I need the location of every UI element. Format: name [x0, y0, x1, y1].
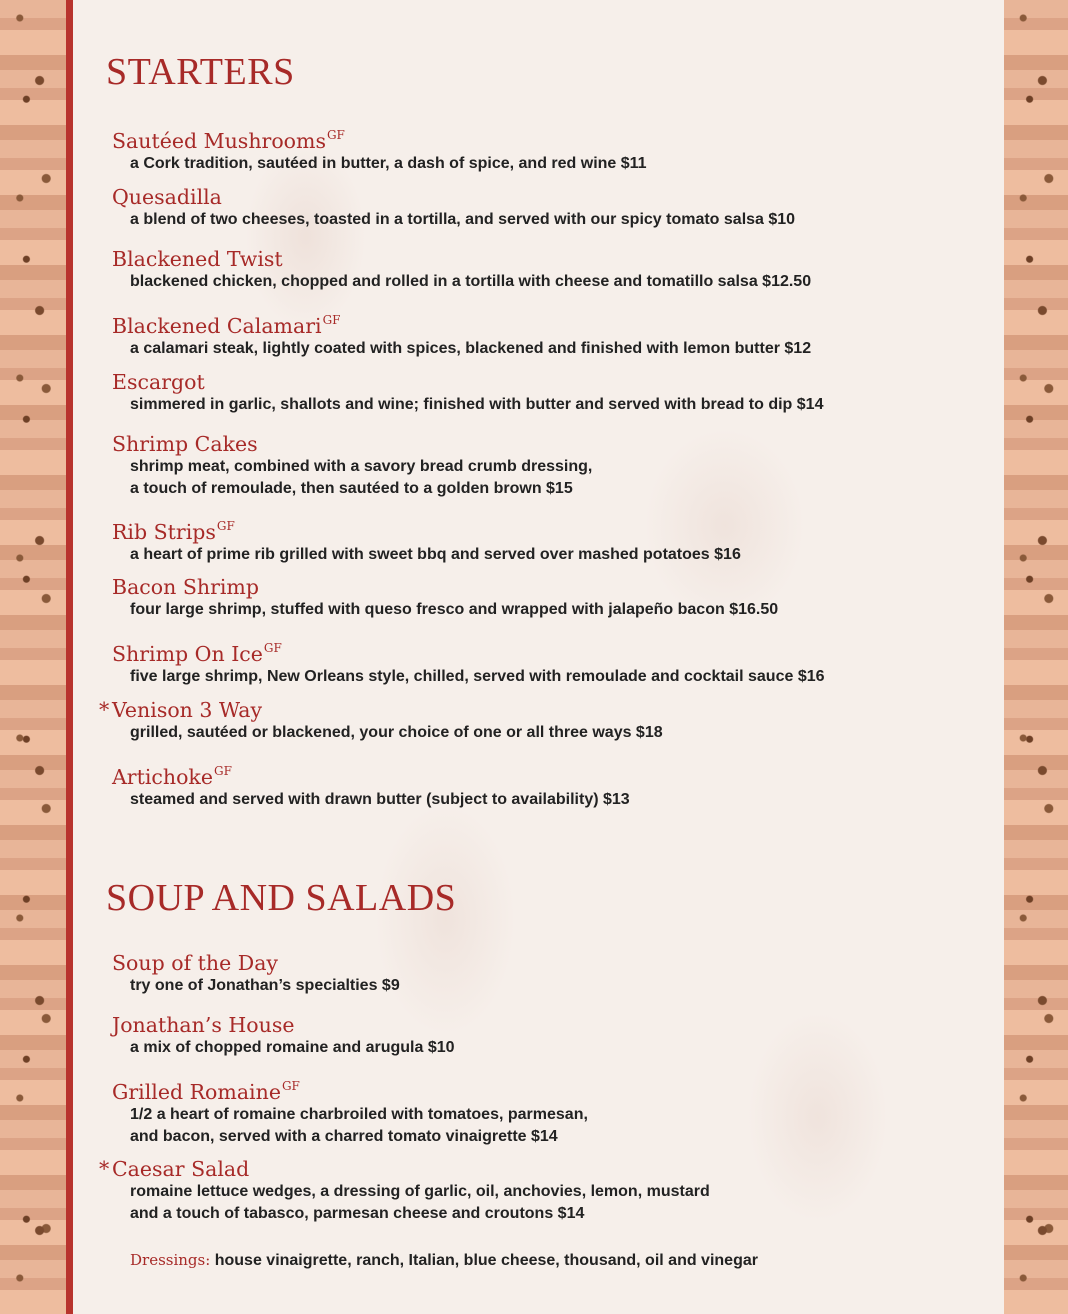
menu-item-name — [112, 759, 992, 789]
menu-item-name — [112, 432, 992, 456]
menu-item-title: Rib Strips — [112, 520, 216, 544]
menu-item-title: Shrimp On Ice — [112, 642, 263, 666]
menu-item-name — [112, 308, 992, 338]
menu-item-title: Blackened Twist — [112, 247, 283, 271]
menu-item-title: Soup of the Day — [112, 951, 279, 975]
menu-item — [112, 123, 992, 175]
menu-item — [112, 1074, 992, 1147]
menu-item — [112, 951, 992, 997]
menu-item-title: Jonathan’s House — [112, 1013, 295, 1037]
menu-item-description: four large shrimp, stuffed with queso fresco and wrapped with jalapeño bacon $16.50 — [130, 601, 779, 618]
menu-item-description: a heart of prime rib grilled with sweet bbq and served over mashed potatoes $16 — [130, 546, 741, 563]
menu-item-title: Bacon Shrimp — [112, 575, 259, 599]
menu-item-description: 1/2 a heart of romaine charbroiled with tomatoes, parmesan, and bacon, served with a charred tomato vinaigrette $14 — [130, 1106, 588, 1145]
gluten-free-tag: GF — [263, 641, 282, 655]
menu-item-name — [112, 247, 992, 271]
menu-item-description: steamed and served with drawn butter (subject to availability) $13 — [130, 791, 630, 808]
menu-item-name — [99, 698, 992, 722]
gluten-free-tag: GF — [281, 1079, 300, 1093]
menu-item-description: grilled, sautéed or blackened, your choice of one or all three ways $18 — [130, 724, 663, 741]
menu-item — [99, 1157, 992, 1224]
gluten-free-tag: GF — [216, 519, 235, 533]
raw-consumption-star: * — [99, 698, 110, 722]
menu-item-title: Shrimp Cakes — [112, 432, 258, 456]
menu-item-name — [112, 123, 992, 153]
cork-border-left — [0, 0, 66, 1314]
menu-item-description: try one of Jonathan’s specialties $9 — [130, 977, 400, 994]
menu-item-title: Sautéed Mushrooms — [112, 129, 326, 153]
gluten-free-tag: GF — [322, 313, 341, 327]
menu-item-description: romaine lettuce wedges, a dressing of garlic, oil, anchovies, lemon, mustard and a touch of tabasco, parmesan cheese and croutons $14 — [130, 1183, 710, 1222]
section-title-starters: STARTERS — [106, 51, 295, 93]
menu-item — [112, 759, 992, 811]
menu-item-title: Grilled Romaine — [112, 1080, 281, 1104]
menu-item-description: simmered in garlic, shallots and wine; finished with butter and served with bread to dip $14 — [130, 396, 824, 413]
menu-item-name — [112, 185, 992, 209]
menu-item-title: Quesadilla — [112, 185, 222, 209]
menu-item — [112, 370, 992, 416]
cork-border-right — [1004, 0, 1068, 1314]
menu-item-name — [99, 1157, 992, 1181]
menu-item — [112, 514, 992, 566]
menu-item — [112, 575, 992, 621]
menu-item-description: five large shrimp, New Orleans style, chilled, served with remoulade and cocktail sauce $16 — [130, 668, 825, 685]
menu-item-name — [112, 951, 992, 975]
section-title-soup-salads: SOUP AND SALADS — [106, 877, 457, 919]
dressings-text: house vinaigrette, ranch, Italian, blue cheese, thousand, oil and vinegar — [210, 1252, 758, 1269]
menu-item — [99, 698, 992, 744]
dressings-note — [130, 1251, 758, 1270]
menu-item-title: Artichoke — [112, 765, 213, 789]
dressings-label: Dressings: — [130, 1251, 211, 1269]
menu-item — [112, 247, 992, 293]
menu-item — [112, 308, 992, 360]
menu-item-title: Blackened Calamari — [112, 314, 322, 338]
menu-item-description: a Cork tradition, sautéed in butter, a dash of spice, and red wine $11 — [130, 155, 647, 172]
menu-item-name — [112, 370, 992, 394]
menu-item-description: blackened chicken, chopped and rolled in a tortilla with cheese and tomatillo salsa $12.50 — [130, 273, 812, 290]
menu-item-name — [112, 1013, 992, 1037]
menu-item-description: a calamari steak, lightly coated with spices, blackened and finished with lemon butter $12 — [130, 340, 812, 357]
menu-item-title: Caesar Salad — [112, 1157, 250, 1181]
red-border-rule — [66, 0, 73, 1314]
menu-item-name — [112, 575, 992, 599]
gluten-free-tag: GF — [326, 128, 345, 142]
menu-item-title: Venison 3 Way — [112, 698, 263, 722]
menu-item — [112, 185, 992, 231]
menu-item — [112, 432, 992, 499]
menu-item — [112, 1013, 992, 1059]
raw-consumption-star: * — [99, 1157, 110, 1181]
menu-item-title: Escargot — [112, 370, 205, 394]
menu-item-name — [112, 636, 992, 666]
menu-item — [112, 636, 992, 688]
gluten-free-tag: GF — [213, 764, 232, 778]
menu-item-name — [112, 1074, 992, 1104]
menu-item-description: a blend of two cheeses, toasted in a tortilla, and served with our spicy tomato salsa $10 — [130, 211, 796, 228]
menu-item-description: shrimp meat, combined with a savory bread crumb dressing, a touch of remoulade, then sautéed to a golden brown $15 — [130, 458, 593, 497]
menu-item-name — [112, 514, 992, 544]
menu-item-description: a mix of chopped romaine and arugula $10 — [130, 1039, 455, 1056]
